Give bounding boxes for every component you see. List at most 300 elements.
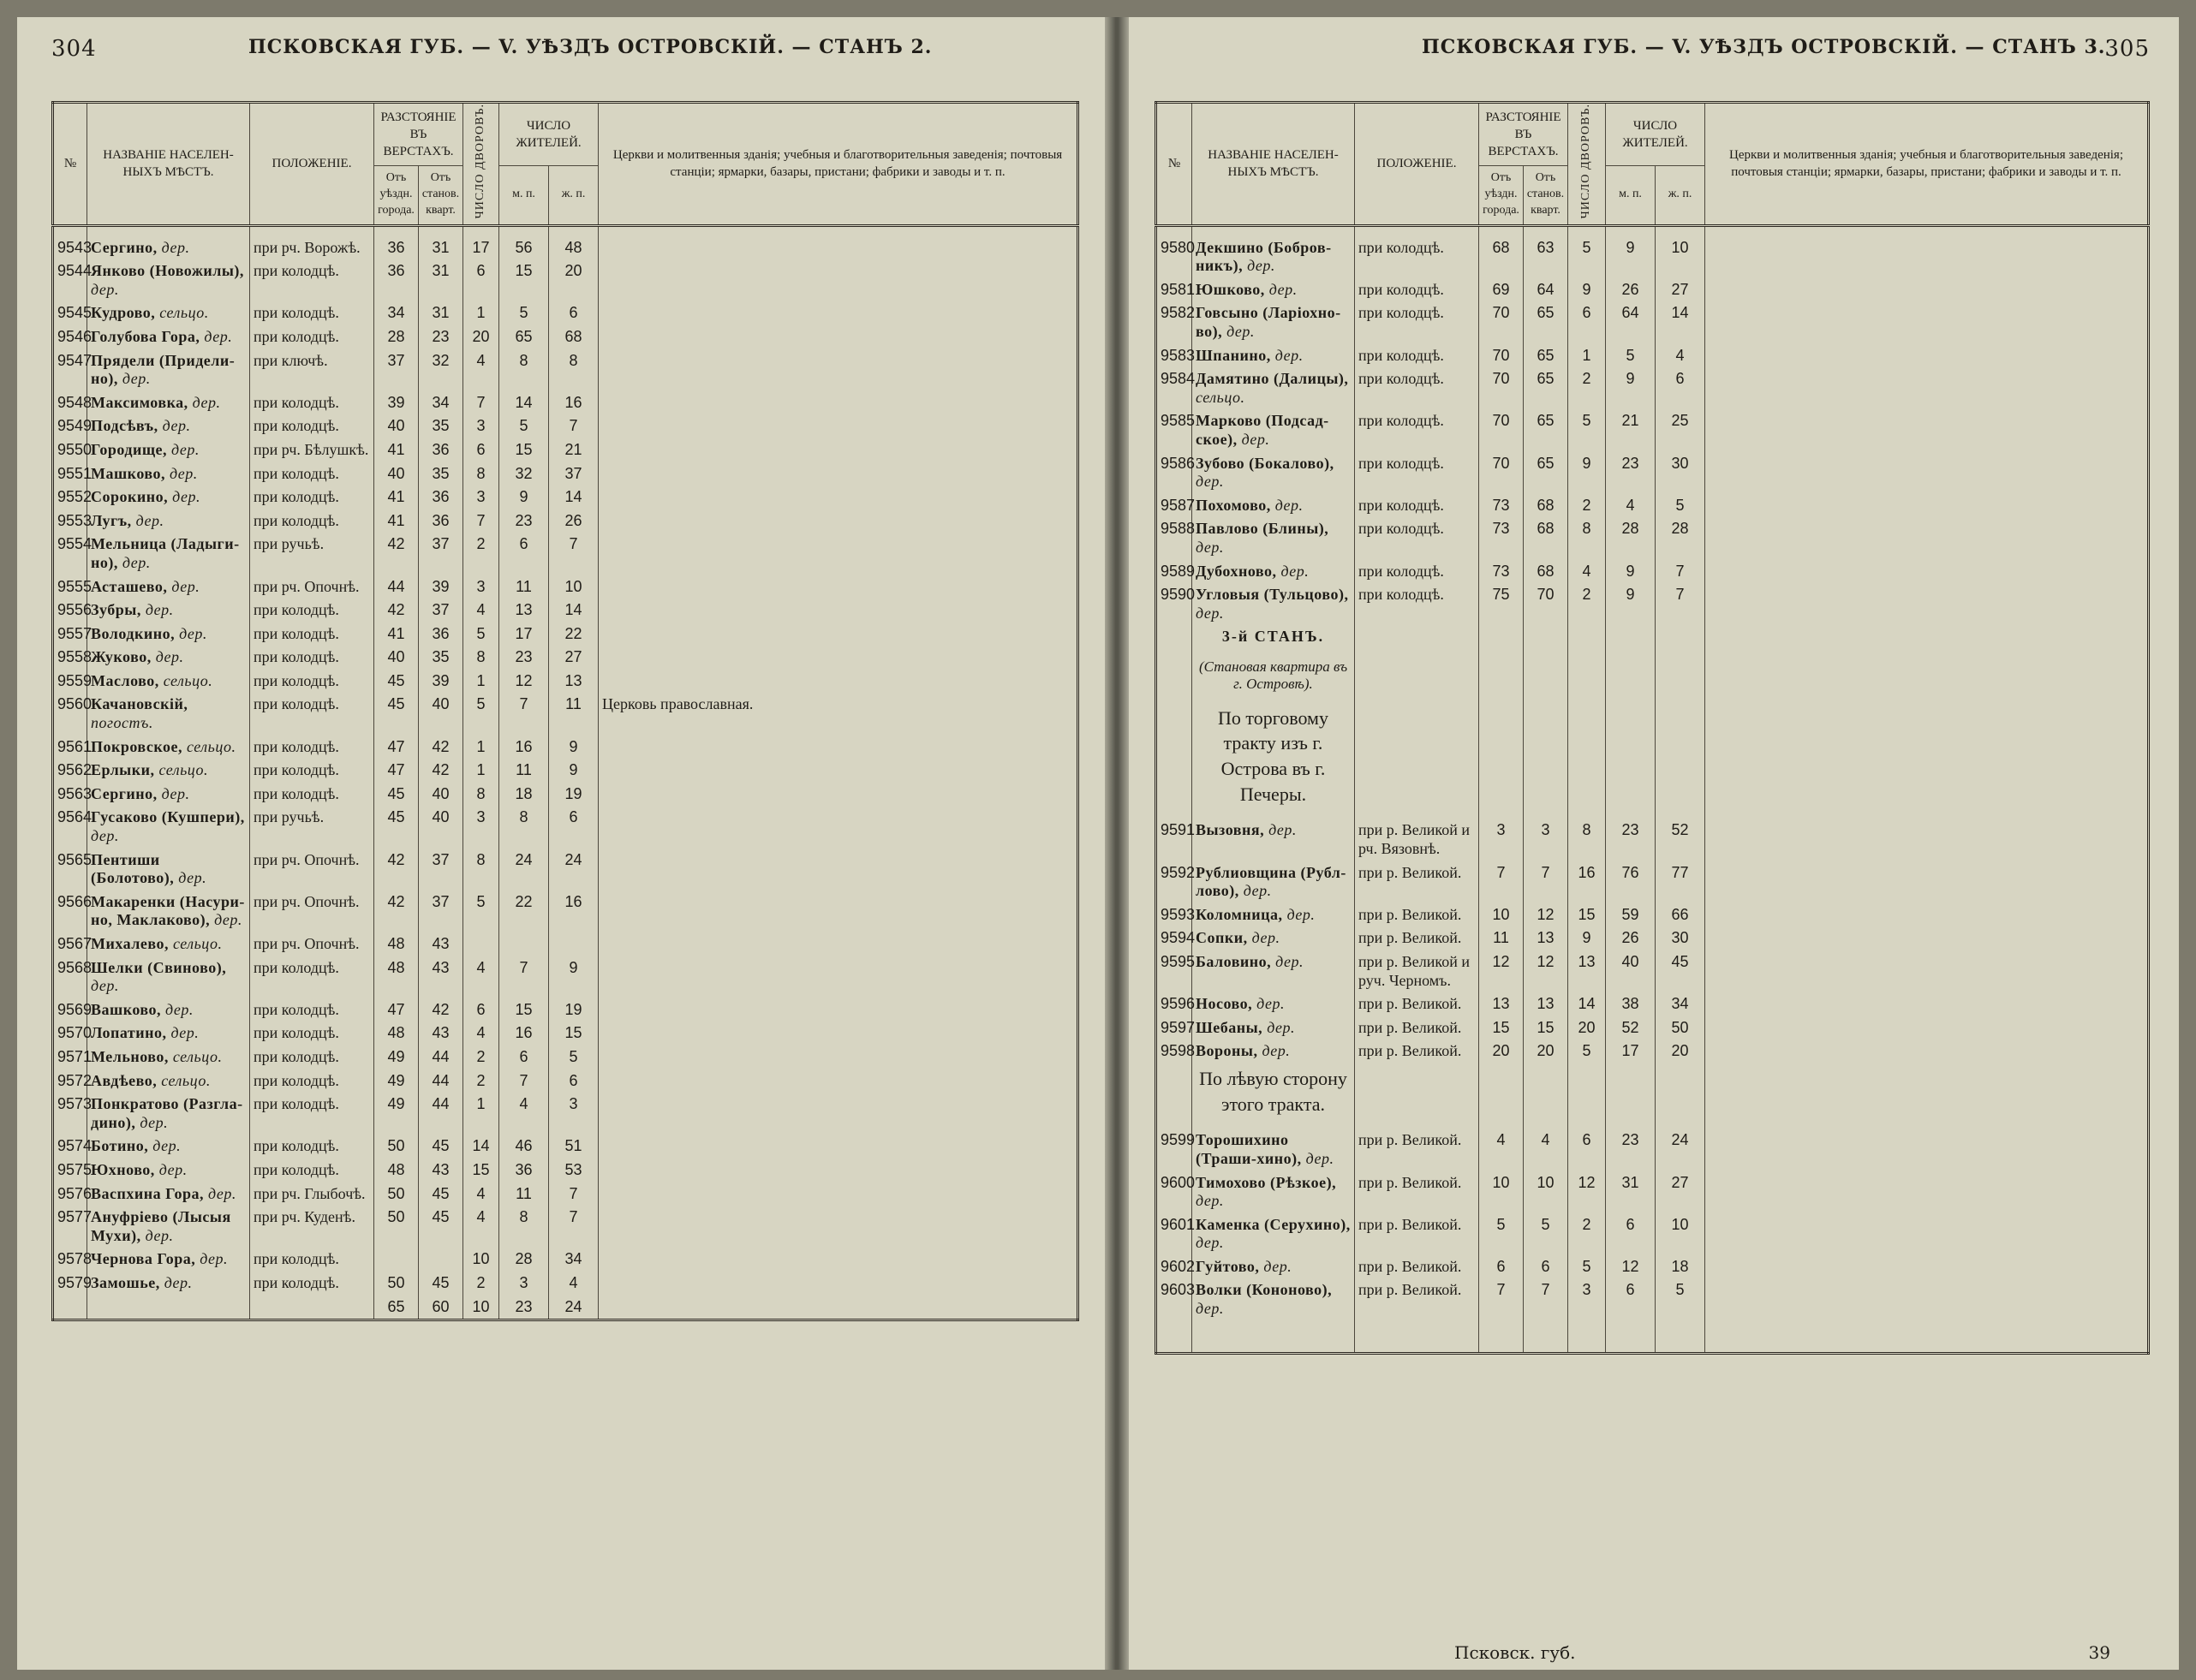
place-name (1192, 452, 1355, 494)
place-position: при колодцѣ. (250, 259, 374, 301)
row-number: 9592 (1156, 861, 1192, 903)
female-count: 7 (549, 414, 599, 438)
male-count: 7 (499, 956, 549, 998)
yards-count: 1 (463, 1093, 499, 1135)
place-name (1192, 1016, 1355, 1040)
place-type: дер. (178, 869, 207, 887)
place-name (87, 462, 250, 486)
col-male: м. п. (499, 165, 549, 225)
dist-town: 15 (1479, 1016, 1524, 1040)
table-row (53, 1248, 1078, 1272)
yards-count: 9 (1568, 452, 1606, 494)
female-count: 53 (549, 1159, 599, 1183)
yards-count: 17 (463, 225, 499, 259)
dist-stan: 6 (1524, 1255, 1568, 1279)
row-number: 9596 (1156, 992, 1192, 1016)
row-note (1705, 452, 2149, 494)
female-count: 4 (549, 1272, 599, 1296)
yards-count: 20 (463, 325, 499, 349)
male-count: 7 (499, 693, 549, 735)
male-count: 31 (1606, 1171, 1656, 1213)
place-position: при колодцѣ. (250, 509, 374, 533)
row-number: 9602 (1156, 1255, 1192, 1279)
place-name-text: Михалево, (91, 935, 169, 953)
female-count: 9 (549, 759, 599, 783)
row-number: 9573 (53, 1093, 87, 1135)
yards-count: 4 (463, 349, 499, 391)
female-count: 77 (1656, 861, 1705, 903)
row-note (599, 301, 1078, 325)
yards-count: 8 (463, 646, 499, 670)
place-name (87, 1135, 250, 1159)
female-count: 68 (549, 325, 599, 349)
row-note (599, 891, 1078, 932)
table-row (53, 932, 1078, 956)
male-count: 46 (499, 1135, 549, 1159)
row-note (599, 1296, 1078, 1320)
dist-town: 42 (374, 599, 419, 623)
dist-town: 73 (1479, 560, 1524, 584)
place-name-text: Максимовка, (91, 393, 188, 411)
table-row (53, 623, 1078, 646)
dist-town: 13 (1479, 992, 1524, 1016)
row-number: 9575 (53, 1159, 87, 1183)
female-count: 7 (1656, 583, 1705, 625)
dist-town: 45 (374, 670, 419, 694)
male-count: 26 (1606, 278, 1656, 302)
place-position: при колодцѣ. (250, 670, 374, 694)
female-count: 20 (1656, 1040, 1705, 1063)
right-register-table (1155, 101, 2150, 1355)
row-note (1705, 1278, 2149, 1320)
table-row (1156, 861, 2149, 903)
row-number: 9562 (53, 759, 87, 783)
col-notes: Церкви и молитвенныя зданія; учебныя и благотворительныя заведенія; почтовыя станціи; ярмарки, базары, пристани; фабрики и заводы и т. п. (1705, 103, 2149, 226)
female-count: 7 (549, 1183, 599, 1206)
dist-stan: 40 (419, 783, 463, 807)
male-count: 15 (499, 438, 549, 462)
row-number: 9550 (53, 438, 87, 462)
place-type: дер. (1268, 821, 1297, 839)
place-position: при колодцѣ. (1355, 278, 1479, 302)
yards-count: 12 (1568, 1171, 1606, 1213)
table-row (1156, 1255, 2149, 1279)
row-note (1705, 903, 2149, 927)
row-number: 9545 (53, 301, 87, 325)
place-type: дер. (1196, 1192, 1224, 1210)
place-name (87, 325, 250, 349)
row-note (599, 670, 1078, 694)
row-number: 9594 (1156, 926, 1192, 950)
dist-stan: 37 (419, 599, 463, 623)
row-number: 9556 (53, 599, 87, 623)
place-name (87, 783, 250, 807)
dist-town: 41 (374, 623, 419, 646)
female-count: 6 (1656, 367, 1705, 409)
place-name (87, 1093, 250, 1135)
place-name-text: Зубры, (91, 601, 141, 619)
yards-count: 6 (463, 998, 499, 1022)
yards-count: 9 (1568, 926, 1606, 950)
dist-town: 4 (1479, 1119, 1524, 1171)
place-type: дер. (145, 601, 174, 619)
place-position: при колодцѣ. (250, 1069, 374, 1093)
place-name (87, 301, 250, 325)
place-type: дер. (208, 1184, 236, 1202)
place-name-text: Марково (Подсад-ское), (1196, 412, 1329, 448)
place-name (87, 623, 250, 646)
row-note (599, 533, 1078, 575)
row-number: 9578 (53, 1248, 87, 1272)
place-type: дер. (179, 624, 207, 642)
dist-town: 7 (1479, 1278, 1524, 1320)
row-number: 9572 (53, 1069, 87, 1093)
place-name-text: Сергино, (91, 784, 158, 802)
female-count: 25 (1656, 409, 1705, 451)
place-type: дер. (162, 417, 191, 435)
row-note (599, 1183, 1078, 1206)
left-running-title: ПСКОВСКАЯ ГУБ. — V. УѢЗДЪ ОСТРОВСКІЙ. — СТАНЪ 2. (248, 36, 933, 58)
yards-count (463, 932, 499, 956)
row-number: 9593 (1156, 903, 1192, 927)
right-table-body-a (1156, 225, 2149, 625)
table-row (53, 1069, 1078, 1093)
right-running-head (1155, 36, 2150, 75)
place-type: дер. (192, 393, 221, 411)
place-type: дер. (200, 1250, 229, 1268)
dist-stan: 45 (419, 1183, 463, 1206)
dist-stan: 5 (1524, 1213, 1568, 1255)
table-row (53, 1272, 1078, 1296)
place-name-text: Декшино (Бобров-никъ), (1196, 238, 1332, 275)
table-row (53, 956, 1078, 998)
female-count: 52 (1656, 809, 1705, 861)
place-type: сельцо. (163, 671, 213, 689)
place-name-text: Качановскій, (91, 695, 188, 713)
row-note (1705, 517, 2149, 559)
place-name (87, 932, 250, 956)
dist-town: 48 (374, 1159, 419, 1183)
footer-page-number: 39 (2088, 1642, 2110, 1663)
male-count: 6 (499, 1046, 549, 1069)
yards-count: 6 (463, 259, 499, 301)
dist-stan: 37 (419, 849, 463, 891)
dist-stan: 36 (419, 623, 463, 646)
col-distance: РАЗСТОЯНІЕ ВЪ ВЕРСТАХЪ. (1479, 103, 1568, 166)
row-note (1705, 992, 2149, 1016)
place-type: дер. (1262, 1042, 1291, 1060)
place-type: дер. (1241, 430, 1270, 448)
row-note (599, 325, 1078, 349)
row-note (599, 1206, 1078, 1248)
place-name-text: Володкино, (91, 624, 176, 642)
table-row (53, 575, 1078, 599)
yards-count: 7 (463, 509, 499, 533)
place-name-text: Пентиши (Болотово), (91, 850, 175, 887)
place-name-text: Авдѣево, (91, 1071, 158, 1089)
table-row (1156, 301, 2149, 343)
row-note (599, 599, 1078, 623)
dist-town: 70 (1479, 409, 1524, 451)
yards-count: 1 (463, 670, 499, 694)
place-position: при колодцѣ. (250, 325, 374, 349)
place-name-text: Коломница, (1196, 905, 1283, 923)
place-position: при колодцѣ. (1355, 301, 1479, 343)
yards-count: 1 (463, 736, 499, 760)
yards-count: 1 (1568, 344, 1606, 368)
right-page (1129, 17, 2179, 1670)
place-position: при колодцѣ. (1355, 494, 1479, 518)
yards-count: 10 (463, 1248, 499, 1272)
col-yards: ЧИСЛО ДВОРОВЪ. (1568, 103, 1606, 226)
row-number: 9576 (53, 1183, 87, 1206)
place-name-text: Юхново, (91, 1160, 155, 1178)
female-count: 45 (1656, 950, 1705, 992)
place-position (250, 1296, 374, 1320)
place-name (87, 438, 250, 462)
row-number: 9584 (1156, 367, 1192, 409)
dist-town: 45 (374, 693, 419, 735)
left-page-number: 304 (51, 36, 97, 62)
row-note (1705, 1171, 2149, 1213)
table-row (1156, 1213, 2149, 1255)
row-note (1705, 1119, 2149, 1171)
place-position: при колодцѣ. (250, 1135, 374, 1159)
place-name-text: Волки (Кононово), (1196, 1281, 1333, 1299)
row-number: 9583 (1156, 344, 1192, 368)
table-row (53, 1046, 1078, 1069)
female-count: 22 (549, 623, 599, 646)
male-count (499, 932, 549, 956)
male-count: 17 (499, 623, 549, 646)
row-number: 9577 (53, 1206, 87, 1248)
col-population: ЧИСЛО ЖИТЕЛЕЙ. (1606, 103, 1705, 166)
place-position: при колодцѣ. (250, 414, 374, 438)
place-type: дер. (1274, 496, 1304, 514)
col-position: ПОЛОЖЕНІЕ. (1355, 103, 1479, 226)
place-name-text: Рублиовщина (Рубл-лово), (1196, 863, 1346, 900)
row-number: 9587 (1156, 494, 1192, 518)
table-row (53, 693, 1078, 735)
col-distance: РАЗСТОЯНІЕ ВЪ ВЕРСТАХЪ. (374, 103, 463, 166)
row-number: 9552 (53, 486, 87, 509)
place-name (87, 891, 250, 932)
place-name (87, 1183, 250, 1206)
place-position: при р. Великой. (1355, 1278, 1479, 1320)
place-name (87, 1206, 250, 1248)
row-note (599, 1022, 1078, 1046)
male-count: 17 (1606, 1040, 1656, 1063)
female-count: 28 (1656, 517, 1705, 559)
place-name-text: Ботино, (91, 1137, 149, 1155)
place-type: дер. (1247, 257, 1275, 275)
yards-count: 4 (463, 956, 499, 998)
dist-stan: 68 (1524, 517, 1568, 559)
female-count: 24 (549, 1296, 599, 1320)
place-type: сельцо. (172, 935, 223, 953)
male-count: 16 (499, 736, 549, 760)
dist-stan: 68 (1524, 494, 1568, 518)
place-position: при ключѣ. (250, 349, 374, 391)
table-row (53, 759, 1078, 783)
place-type: сельцо. (187, 737, 236, 755)
dist-stan: 35 (419, 414, 463, 438)
row-note (599, 998, 1078, 1022)
place-position: при колодцѣ. (1355, 367, 1479, 409)
place-position: при колодцѣ. (1355, 225, 1479, 278)
dist-town: 42 (374, 533, 419, 575)
place-position: при колодцѣ. (250, 1272, 374, 1296)
place-name-text: Замошье, (91, 1273, 160, 1291)
yards-count: 5 (1568, 409, 1606, 451)
female-count: 30 (1656, 452, 1705, 494)
row-note (1705, 225, 2149, 278)
row-note (1705, 1040, 2149, 1063)
female-count: 9 (549, 736, 599, 760)
female-count: 14 (1656, 301, 1705, 343)
left-table-body (53, 225, 1078, 1320)
place-name (1192, 950, 1355, 992)
female-count: 21 (549, 438, 599, 462)
male-count: 36 (499, 1159, 549, 1183)
yards-count: 16 (1568, 861, 1606, 903)
dist-stan: 7 (1524, 861, 1568, 903)
dist-town: 70 (1479, 301, 1524, 343)
dist-town: 44 (374, 575, 419, 599)
female-count: 13 (549, 670, 599, 694)
row-number: 9548 (53, 391, 87, 415)
row-note (599, 956, 1078, 998)
dist-stan: 43 (419, 1022, 463, 1046)
yards-count: 3 (463, 414, 499, 438)
row-number: 9589 (1156, 560, 1192, 584)
yards-count: 8 (1568, 809, 1606, 861)
row-number: 9567 (53, 932, 87, 956)
section-route-left: По лѣвую сторону этого тракта. (1192, 1063, 1355, 1119)
place-name-text: Тимохово (Рѣзкое), (1196, 1173, 1337, 1191)
male-count: 32 (499, 462, 549, 486)
place-position: при р. Великой. (1355, 1016, 1479, 1040)
place-name (87, 391, 250, 415)
row-number: 9554 (53, 533, 87, 575)
row-note (599, 509, 1078, 533)
table-row (53, 486, 1078, 509)
female-count: 6 (549, 301, 599, 325)
row-note (1705, 367, 2149, 409)
row-note (599, 1248, 1078, 1272)
male-count: 23 (1606, 452, 1656, 494)
male-count: 12 (1606, 1255, 1656, 1279)
dist-stan: 43 (419, 932, 463, 956)
place-type: дер. (122, 370, 151, 388)
table-row (53, 301, 1078, 325)
place-name (87, 225, 250, 259)
row-number (53, 1296, 87, 1320)
row-note: Церковь православная. (599, 693, 1078, 735)
male-count: 13 (499, 599, 549, 623)
place-name (1192, 1213, 1355, 1255)
dist-town: 49 (374, 1046, 419, 1069)
dist-stan: 36 (419, 509, 463, 533)
female-count: 9 (549, 956, 599, 998)
row-number: 9546 (53, 325, 87, 349)
place-name (1192, 301, 1355, 343)
row-number: 9558 (53, 646, 87, 670)
table-row (53, 438, 1078, 462)
row-note (1705, 583, 2149, 625)
col-female: ж. п. (1656, 165, 1705, 225)
place-position: при колодцѣ. (250, 1159, 374, 1183)
male-count: 21 (1606, 409, 1656, 451)
dist-stan: 31 (419, 259, 463, 301)
male-count: 8 (499, 806, 549, 848)
place-type: дер. (171, 577, 200, 595)
place-name-text: Голубова Гора, (91, 327, 200, 345)
place-type: дер. (1256, 995, 1285, 1013)
dist-town: 40 (374, 414, 419, 438)
dist-stan: 64 (1524, 278, 1568, 302)
yards-count: 4 (1568, 560, 1606, 584)
dist-town: 75 (1479, 583, 1524, 625)
yards-count: 5 (1568, 225, 1606, 278)
female-count: 6 (549, 806, 599, 848)
yards-count: 8 (463, 849, 499, 891)
place-position: при ручьѣ. (250, 533, 374, 575)
place-position: при колодцѣ. (250, 1248, 374, 1272)
place-position: при рч. Опочнѣ. (250, 849, 374, 891)
dist-town: 45 (374, 806, 419, 848)
place-name (1192, 344, 1355, 368)
place-position: при колодцѣ. (250, 1093, 374, 1135)
dist-stan: 43 (419, 1159, 463, 1183)
place-position: при колодцѣ. (1355, 452, 1479, 494)
row-note (599, 736, 1078, 760)
place-name-text: Павлово (Блины), (1196, 520, 1329, 538)
right-table-body-b (1156, 809, 2149, 1063)
row-number: 9582 (1156, 301, 1192, 343)
place-name (1192, 861, 1355, 903)
female-count: 6 (549, 1069, 599, 1093)
dist-stan (419, 1248, 463, 1272)
place-type: сельцо. (159, 304, 209, 322)
male-count: 52 (1606, 1016, 1656, 1040)
place-name (1192, 560, 1355, 584)
place-position: при колодцѣ. (250, 998, 374, 1022)
table-row (53, 646, 1078, 670)
female-count: 7 (549, 533, 599, 575)
row-number: 9559 (53, 670, 87, 694)
place-name-text: Шелки (Свиново), (91, 958, 227, 976)
dist-town: 6 (1479, 1255, 1524, 1279)
yards-count: 2 (463, 1069, 499, 1093)
place-position: при колодцѣ. (250, 646, 374, 670)
place-type: дер. (1196, 1234, 1224, 1252)
table-row (1156, 409, 2149, 451)
place-name-text: Шебаны, (1196, 1018, 1263, 1036)
male-count: 22 (499, 891, 549, 932)
male-count: 14 (499, 391, 549, 415)
table-row (53, 806, 1078, 848)
section-heading: 3-й СТАНЪ. (Становая квартира въ г. Островѣ). По торговому тракту изъ г. Острова въ г. Печеры. (1192, 625, 1355, 809)
table-row (53, 849, 1078, 891)
place-type: дер. (1263, 1257, 1292, 1275)
place-name-text: Машково, (91, 464, 165, 482)
dist-stan: 31 (419, 225, 463, 259)
male-count: 26 (1606, 926, 1656, 950)
yards-count: 10 (463, 1296, 499, 1320)
row-number: 9563 (53, 783, 87, 807)
yards-count: 5 (463, 693, 499, 735)
